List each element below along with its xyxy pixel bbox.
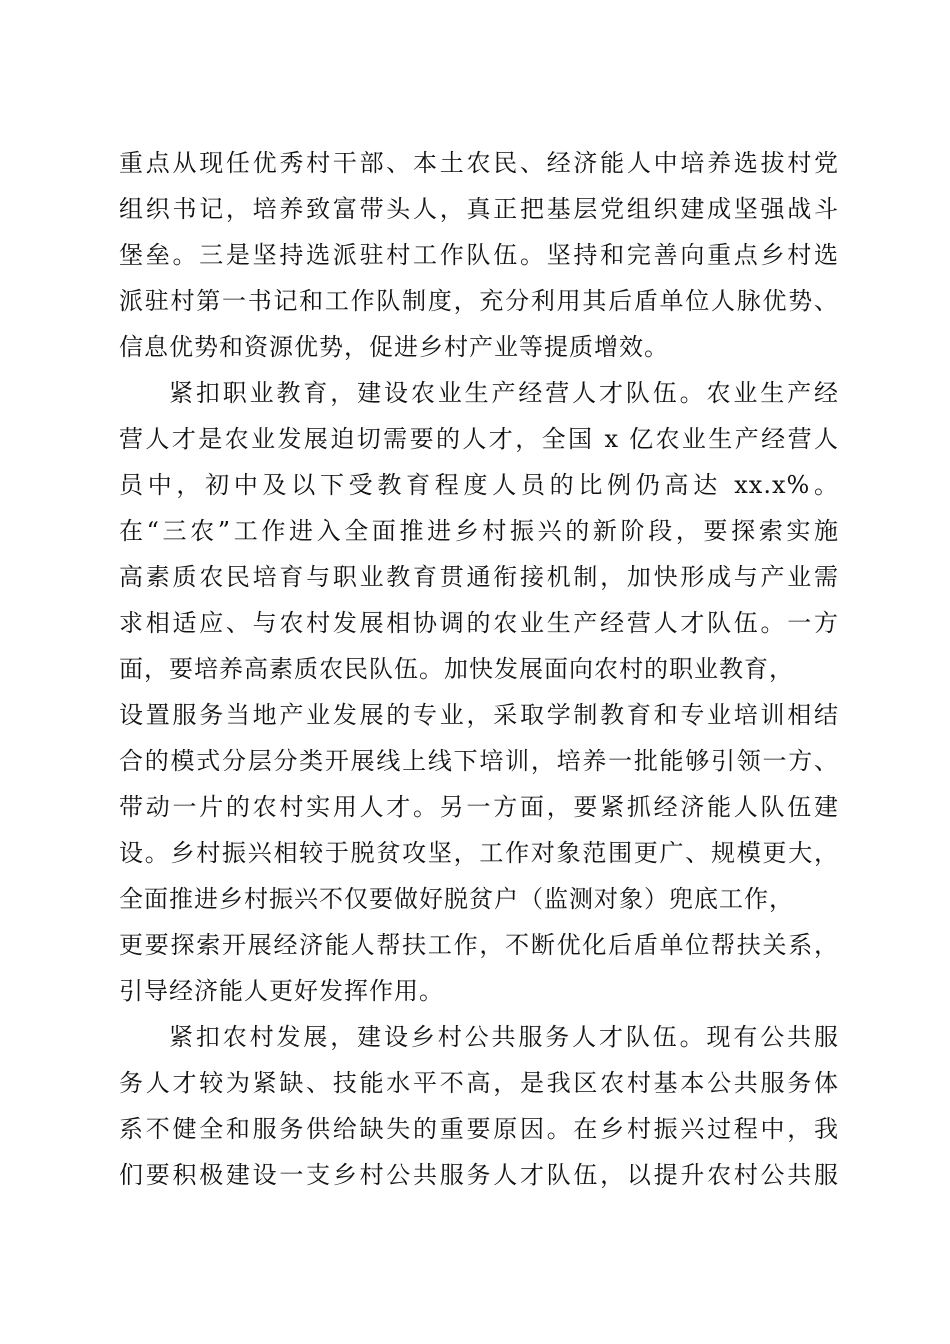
paragraph-start-line: 紧扣职业教育，建设农业生产经营人才队伍。农业生产经 <box>169 379 839 407</box>
text-line: 派驻村第一书记和工作队制度，充分利用其后盾单位人脉优势、 <box>119 287 839 315</box>
text-line: 系不健全和服务供给缺失的重要原因。在乡村振兴过程中，我 <box>119 1115 839 1143</box>
text-line: 设。乡村振兴相较于脱贫攻坚，工作对象范围更广、规模更大， <box>119 839 839 867</box>
text-line: 引导经济能人更好发挥作用。 <box>119 977 444 1005</box>
text-line: 重点从现任优秀村干部、本土农民、经济能人中培养选拔村党 <box>119 149 839 177</box>
text-line: 们要积极建设一支乡村公共服务人才队伍，以提升农村公共服 <box>119 1161 839 1189</box>
text-line: 求相适应、与农村发展相协调的农业生产经营人才队伍。一方 <box>119 609 839 637</box>
text-line: 务人才较为紧缺、技能水平不高，是我区农村基本公共服务体 <box>119 1069 839 1097</box>
text-line: 更要探索开展经济能人帮扶工作，不断优化后盾单位帮扶关系， <box>119 931 839 959</box>
text-line: 高素质农民培育与职业教育贯通衔接机制，加快形成与产业需 <box>119 563 839 591</box>
paragraph-start-line: 紧扣农村发展，建设乡村公共服务人才队伍。现有公共服 <box>169 1023 839 1051</box>
text-line: 在“三农”工作进入全面推进乡村振兴的新阶段，要探索实施 <box>119 517 839 545</box>
text-line: 信息优势和资源优势，促进乡村产业等提质增效。 <box>119 333 669 361</box>
text-line: 全面推进乡村振兴不仅要做好脱贫户（监测对象）兜底工作， <box>119 885 794 913</box>
text-line: 设置服务当地产业发展的专业，采取学制教育和专业培训相结 <box>119 701 839 729</box>
text-line: 带动一片的农村实用人才。另一方面，要紧抓经济能人队伍建 <box>119 793 839 821</box>
text-line: 组织书记，培养致富带头人，真正把基层党组织建成坚强战斗 <box>119 195 839 223</box>
text-line: 堡垒。三是坚持选派驻村工作队伍。坚持和完善向重点乡村选 <box>119 241 839 269</box>
text-line: 员中，初中及以下受教育程度人员的比例仍高达 xx.x%。 <box>119 471 839 499</box>
text-line: 面，要培养高素质农民队伍。加快发展面向农村的职业教育， <box>119 655 794 683</box>
text-line: 合的模式分层分类开展线上线下培训，培养一批能够引领一方、 <box>119 747 839 775</box>
body-text <box>119 140 839 1198</box>
text-line: 营人才是农业发展迫切需要的人才，全国 x 亿农业生产经营人 <box>119 425 839 453</box>
